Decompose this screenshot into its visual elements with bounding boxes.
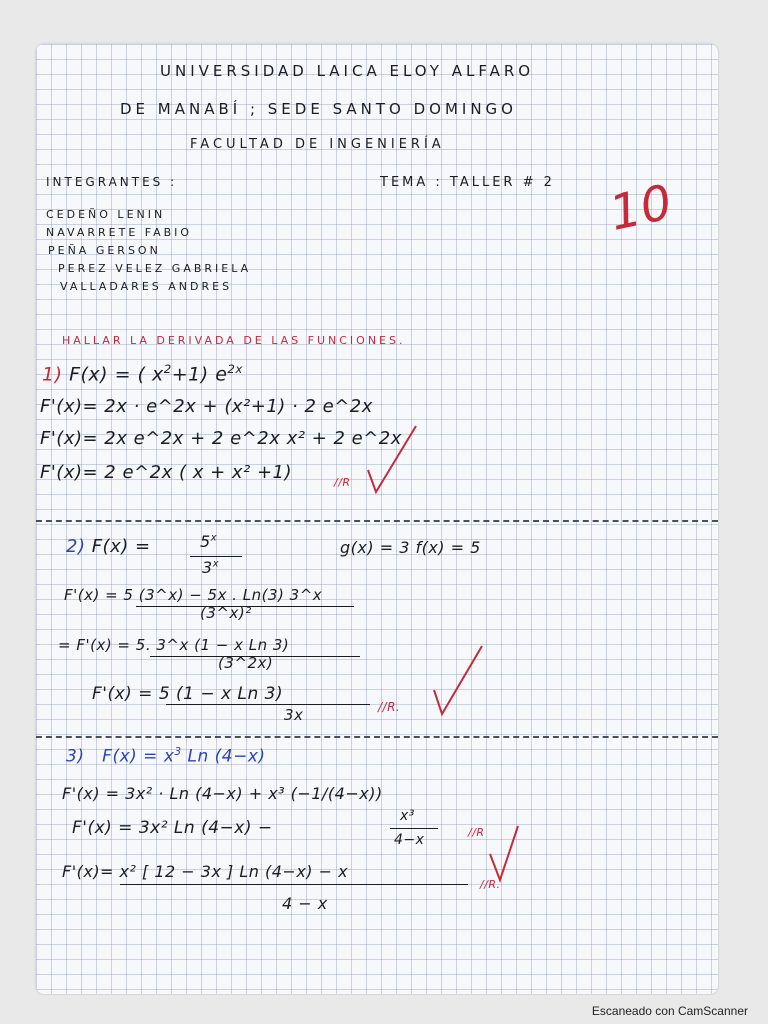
problem3-result-numerator: F'(x)= x² [ 12 − 3x ] Ln (4−x) − x (62, 862, 349, 881)
problem3-step2-mark: //R (468, 826, 485, 839)
problem3-function: 3) $F(x) = x^3$ Ln (4−x) (66, 746, 266, 767)
faculty-name: FACULTAD DE INGENIERÍA (190, 137, 445, 152)
checkmark-icon (486, 820, 526, 890)
topic-label: TEMA : TALLER # 2 (380, 175, 555, 190)
fraction-bar (166, 704, 370, 705)
problem3-result-denominator: 4 − x (282, 894, 328, 913)
problem2-function: 2) F(x) = (66, 536, 151, 557)
problem3-step1: F'(x) = 3x² · Ln (4−x) + x³ (−1/(4−x)) (62, 784, 383, 803)
member-item: VALLADARES ANDRES (60, 280, 233, 293)
fraction-bar (190, 556, 242, 557)
problem2-step2-denominator: (3^2x) (218, 654, 274, 672)
problem3-result-mark: //R. (480, 878, 501, 891)
member-item: NAVARRETE FABIO (46, 226, 193, 239)
scanner-watermark: Escaneado con CamScanner (591, 1004, 748, 1018)
fraction-bar (390, 828, 438, 829)
member-item: PEÑA GERSON (48, 244, 161, 257)
problem3-step2-denominator: 4−x (394, 832, 425, 848)
problem2-fraction: 5$^x$ (200, 532, 218, 551)
problem3-step2: F'(x) = 3x² Ln (4−x) − (72, 818, 273, 838)
university-name: UNIVERSIDAD LAICA ELOY ALFARO (160, 62, 535, 80)
problem2-result-mark: //R. (378, 700, 401, 714)
section-divider (36, 520, 718, 522)
problem1-result-mark: //R (334, 476, 351, 489)
problem2-result-numerator: F'(x) = 5 (1 − x Ln 3) (92, 684, 284, 704)
checkmark-icon (428, 640, 488, 720)
problem2-result-denominator: 3x (284, 706, 304, 724)
members-label: INTEGRANTES : (46, 175, 178, 189)
fraction-bar (120, 884, 468, 885)
problem2-denominator: 3$^x$ (202, 558, 220, 577)
problem2-step1-numerator: F'(x) = 5 (3^x) − 5x . Ln(3) 3^x (64, 586, 323, 604)
problem1-result: F'(x)= 2 e^2x ( x + x² +1) (40, 462, 293, 483)
problem1-function: 1) F(x) = ( $x^2+1$) $e^{2x}$ (42, 362, 243, 386)
grade-mark: 10 (604, 174, 678, 242)
problem1-number: 1) (42, 363, 63, 386)
member-item: CEDEÑO LENIN (46, 208, 166, 221)
section-divider (36, 736, 718, 738)
problem2-number: 2) (66, 536, 86, 557)
campus-name: DE MANABÍ ; SEDE SANTO DOMINGO (120, 100, 517, 118)
problem2-step1-denominator: (3^x)² (200, 604, 252, 622)
problem1-step2: F'(x)= 2x e^2x + 2 e^2x x² + 2 e^2x (40, 428, 402, 449)
problem1-step1: F'(x)= 2x · e^2x + (x²+1) · 2 e^2x (40, 396, 373, 417)
member-item: PEREZ VELEZ GABRIELA (58, 262, 252, 275)
problem3-step2-numerator: x³ (400, 808, 415, 824)
instruction: HALLAR LA DERIVADA DE LAS FUNCIONES. (62, 334, 406, 347)
problem2-step2-numerator: = F'(x) = 5. 3^x (1 − x Ln 3) (58, 636, 290, 654)
problem2-given: g(x) = 3 f(x) = 5 (340, 538, 481, 557)
checkmark-icon (362, 420, 422, 500)
